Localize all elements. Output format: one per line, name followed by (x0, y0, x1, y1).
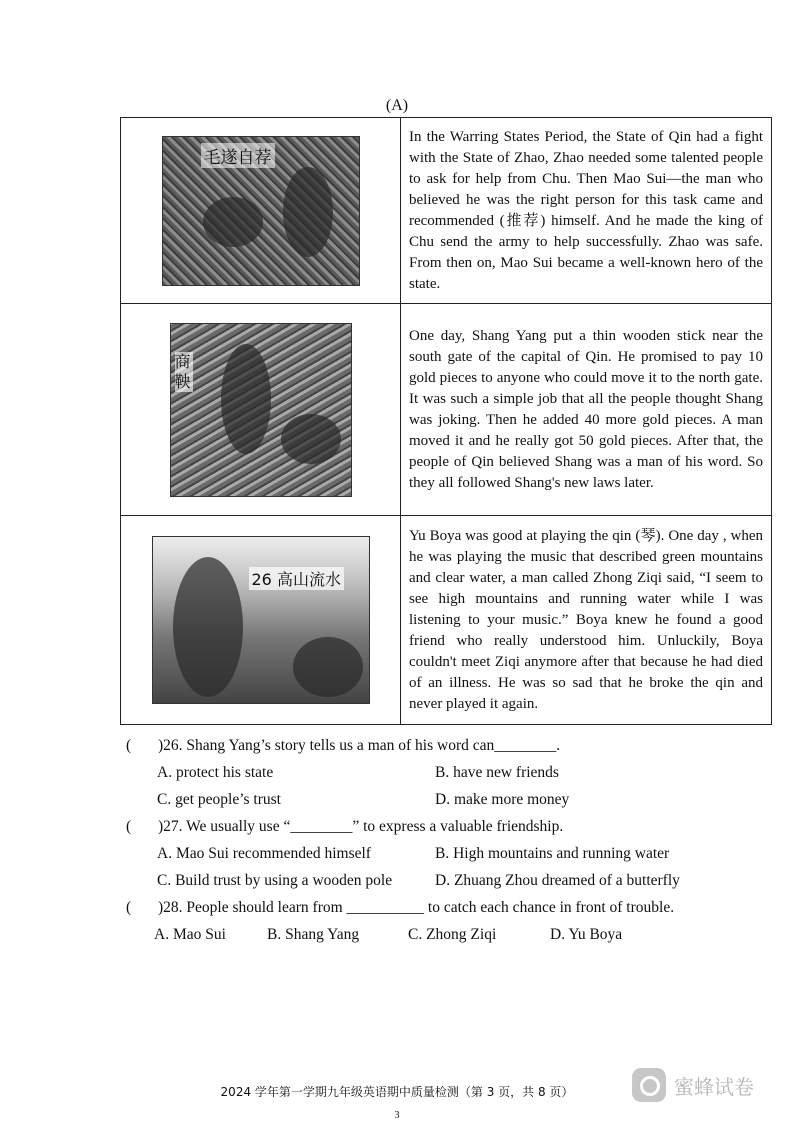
question-26 (122, 732, 772, 759)
page-footer: 2024 学年第一学期九年级英语期中质量检测（第 3 页，共 8 页） (220, 1085, 574, 1099)
passage-image-cell (121, 304, 401, 516)
watermark-text: 蜜蜂试卷 (674, 1074, 754, 1099)
question-stem: )28. People should learn from __________ to catch each chance in front of trouble. (158, 899, 675, 916)
shang-yang-illustration (170, 323, 352, 497)
question-list (122, 732, 772, 948)
section-title: (A) (385, 97, 409, 114)
passage-text: Yu Boya was good at playing the qin (琴). One day , when he was playing the music that described green mountains and clear water, a man called Zhong Ziqi said, “I seem to see high mountains and running water while I was listening to your music.” Boya knew he found a good friend who really understood him. Unluckily, Boya couldn't meet Ziqi anymore after that because he had died of an illness. He was so sad that he broke the qin and never played it again. (401, 516, 772, 725)
option-d[interactable]: D. make more money (435, 791, 570, 808)
watermark (632, 1068, 754, 1102)
answer-paren[interactable]: ( (126, 899, 132, 916)
option-row (122, 921, 772, 948)
passage-image-cell (121, 516, 401, 725)
option-row (122, 786, 772, 813)
question-27 (122, 813, 772, 840)
option-a[interactable]: A. Mao Sui recommended himself (157, 845, 371, 862)
passage-table (120, 117, 772, 725)
passage-text: One day, Shang Yang put a thin wooden stick near the south gate of the capital of Qin. He promised to pay 10 gold pieces to anyone who could move it to the north gate. It was such a simple job that all the people thought Shang was joking. Then he added 40 more gold pieces. A man moved it and he really got 50 gold pieces. After that, the people of Qin believed Shang was a man of his word. So they all followed Shang's new laws later. (401, 304, 772, 516)
answer-paren[interactable]: ( (126, 737, 132, 754)
question-stem: )26. Shang Yang’s story tells us a man of his word can________. (158, 737, 561, 754)
yu-boya-illustration (152, 536, 370, 704)
option-row (122, 840, 772, 867)
image-caption: 26 高山流水 (249, 567, 344, 590)
option-b[interactable]: B. High mountains and running water (435, 845, 670, 862)
page-number: 3 (394, 1110, 400, 1121)
option-row (122, 759, 772, 786)
passage-row (121, 304, 772, 516)
question-28 (122, 894, 772, 921)
question-stem: )27. We usually use “________” to express a valuable friendship. (158, 818, 564, 835)
option-c[interactable]: C. get people’s trust (157, 791, 281, 808)
passage-image-cell (121, 118, 401, 304)
image-caption: 商鞅 (174, 351, 191, 391)
bee-logo-icon (632, 1068, 666, 1102)
option-row (122, 867, 772, 894)
option-b[interactable]: B. Shang Yang (267, 926, 360, 943)
option-d[interactable]: D. Zhuang Zhou dreamed of a butterfly (435, 872, 680, 889)
option-b[interactable]: B. have new friends (435, 764, 559, 781)
mao-sui-illustration (162, 136, 360, 286)
answer-paren[interactable]: ( (126, 818, 132, 835)
image-caption: 毛遂自荐 (201, 143, 275, 168)
option-c[interactable]: C. Build trust by using a wooden pole (157, 872, 393, 889)
passage-row (121, 516, 772, 725)
passage-row (121, 118, 772, 304)
option-d[interactable]: D. Yu Boya (550, 926, 623, 943)
option-a[interactable]: A. Mao Sui (154, 926, 226, 943)
passage-text: In the Warring States Period, the State of Qin had a fight with the State of Zhao, Zhao needed some talented people to ask for help from Chu. Then Mao Sui—the man who believed he was the right person for this task came and recommended (推荐) himself. And he made the king of Chu send the army to help successfully. Zhao was safe. From then on, Mao Sui became a well-known hero of the state. (401, 118, 772, 304)
option-a[interactable]: A. protect his state (157, 764, 274, 781)
option-c[interactable]: C. Zhong Ziqi (408, 926, 497, 943)
